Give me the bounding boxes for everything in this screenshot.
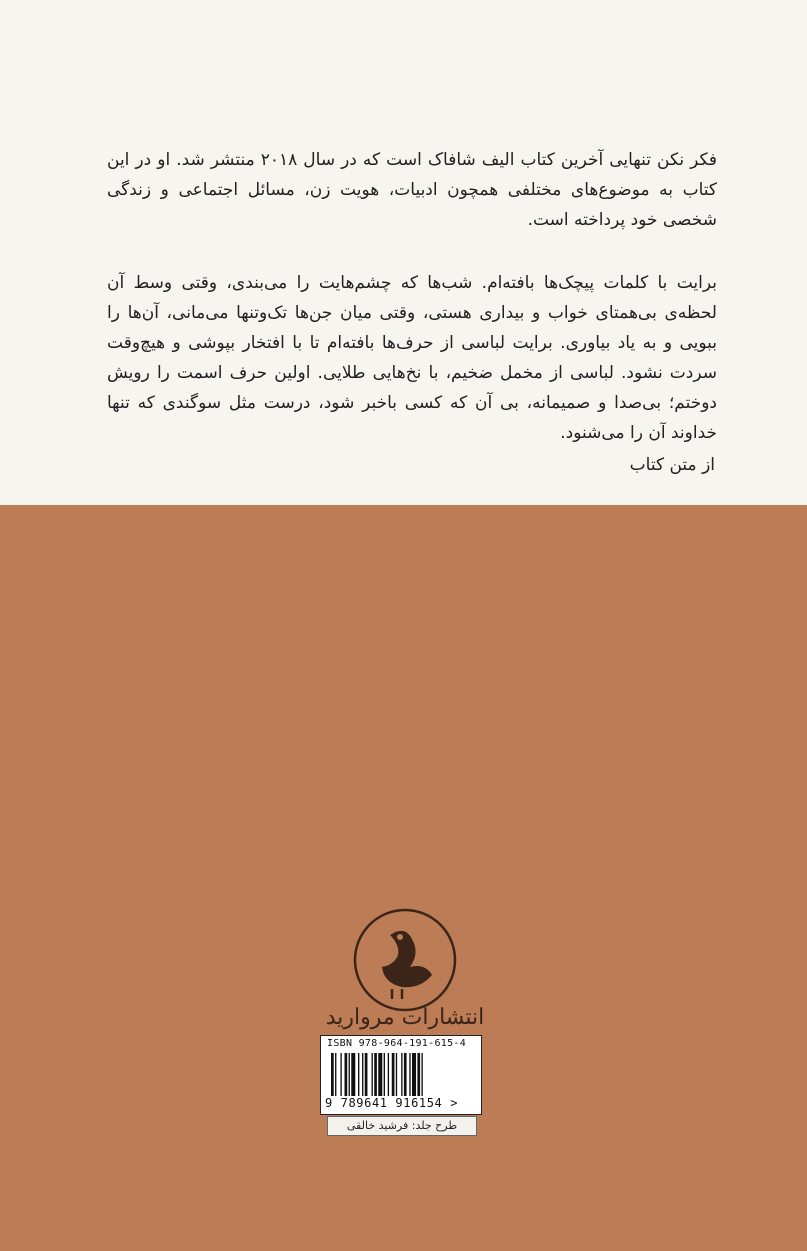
isbn-digits: 9 789641 916154 > (325, 1096, 459, 1110)
barcode-bars (331, 1053, 471, 1096)
barcode-bar (372, 1053, 373, 1096)
publisher-bird-logo-icon (350, 905, 460, 1015)
barcode-bar (351, 1053, 355, 1096)
barcode-bar (401, 1053, 402, 1096)
source-label: از متن کتاب (629, 455, 715, 475)
isbn-label: ISBN 978-964-191-615-4 (327, 1038, 467, 1049)
barcode-bar (384, 1053, 385, 1096)
barcode-bar (345, 1053, 348, 1096)
barcode-bar (362, 1053, 363, 1096)
barcode-bar (388, 1053, 389, 1096)
barcode-bar (378, 1053, 382, 1096)
publisher-name: انتشارات مروارید (325, 1005, 485, 1030)
barcode-bar (404, 1053, 407, 1096)
cover-designer-credit: طرح جلد: فرشید خالقی (327, 1116, 477, 1136)
barcode-bar (409, 1053, 410, 1096)
excerpt-paragraph: برایت با کلمات پیچک‌ها بافته‌ام. شب‌ها که چشم‌هایت را می‌بندی، وقتی وسط آن لحظه‌ی بی‌همتای خواب و بیداری هستی، وقتی میان جن‌ها تک‌وتنها می‌مانی، آن‌ها را ببویی و به یاد بیاوری. برایت لباسی از حرف‌ها بافته‌ام تا با افتخار بپوشی و هیچ‌وقت سردت نشود. لباسی از مخمل ضخیم، با نخ‌هایی طلایی. اولین حرف اسمت را رویش دوختم؛ بی‌صدا و صمیمانه، بی آن که کسی باخبر شود، درست مثل سوگندی که تنها خداوند آن را می‌شنود. (107, 273, 717, 443)
barcode-bar (392, 1053, 395, 1096)
barcode-bar (374, 1053, 377, 1096)
barcode-bar (417, 1053, 420, 1096)
barcode-bar (365, 1053, 368, 1096)
barcode-bar (331, 1053, 334, 1096)
barcode-bar (335, 1053, 336, 1096)
barcode-bar (340, 1053, 341, 1096)
barcode-bar (349, 1053, 350, 1096)
isbn-barcode (320, 1035, 482, 1115)
barcode-bar (396, 1053, 397, 1096)
barcode-bar (421, 1053, 422, 1096)
barcode-bar (358, 1053, 359, 1096)
barcode-bar (412, 1053, 416, 1096)
intro-paragraph: فکر نکن تنهایی آخرین کتاب الیف شافاک است که در سال ۲۰۱۸ منتشر شد. او در این کتاب به موضوع‌های مختلفی همچون ادبیات، هویت زن، مسائل اجتماعی و زندگی شخصی خود پرداخته است. (107, 150, 717, 230)
